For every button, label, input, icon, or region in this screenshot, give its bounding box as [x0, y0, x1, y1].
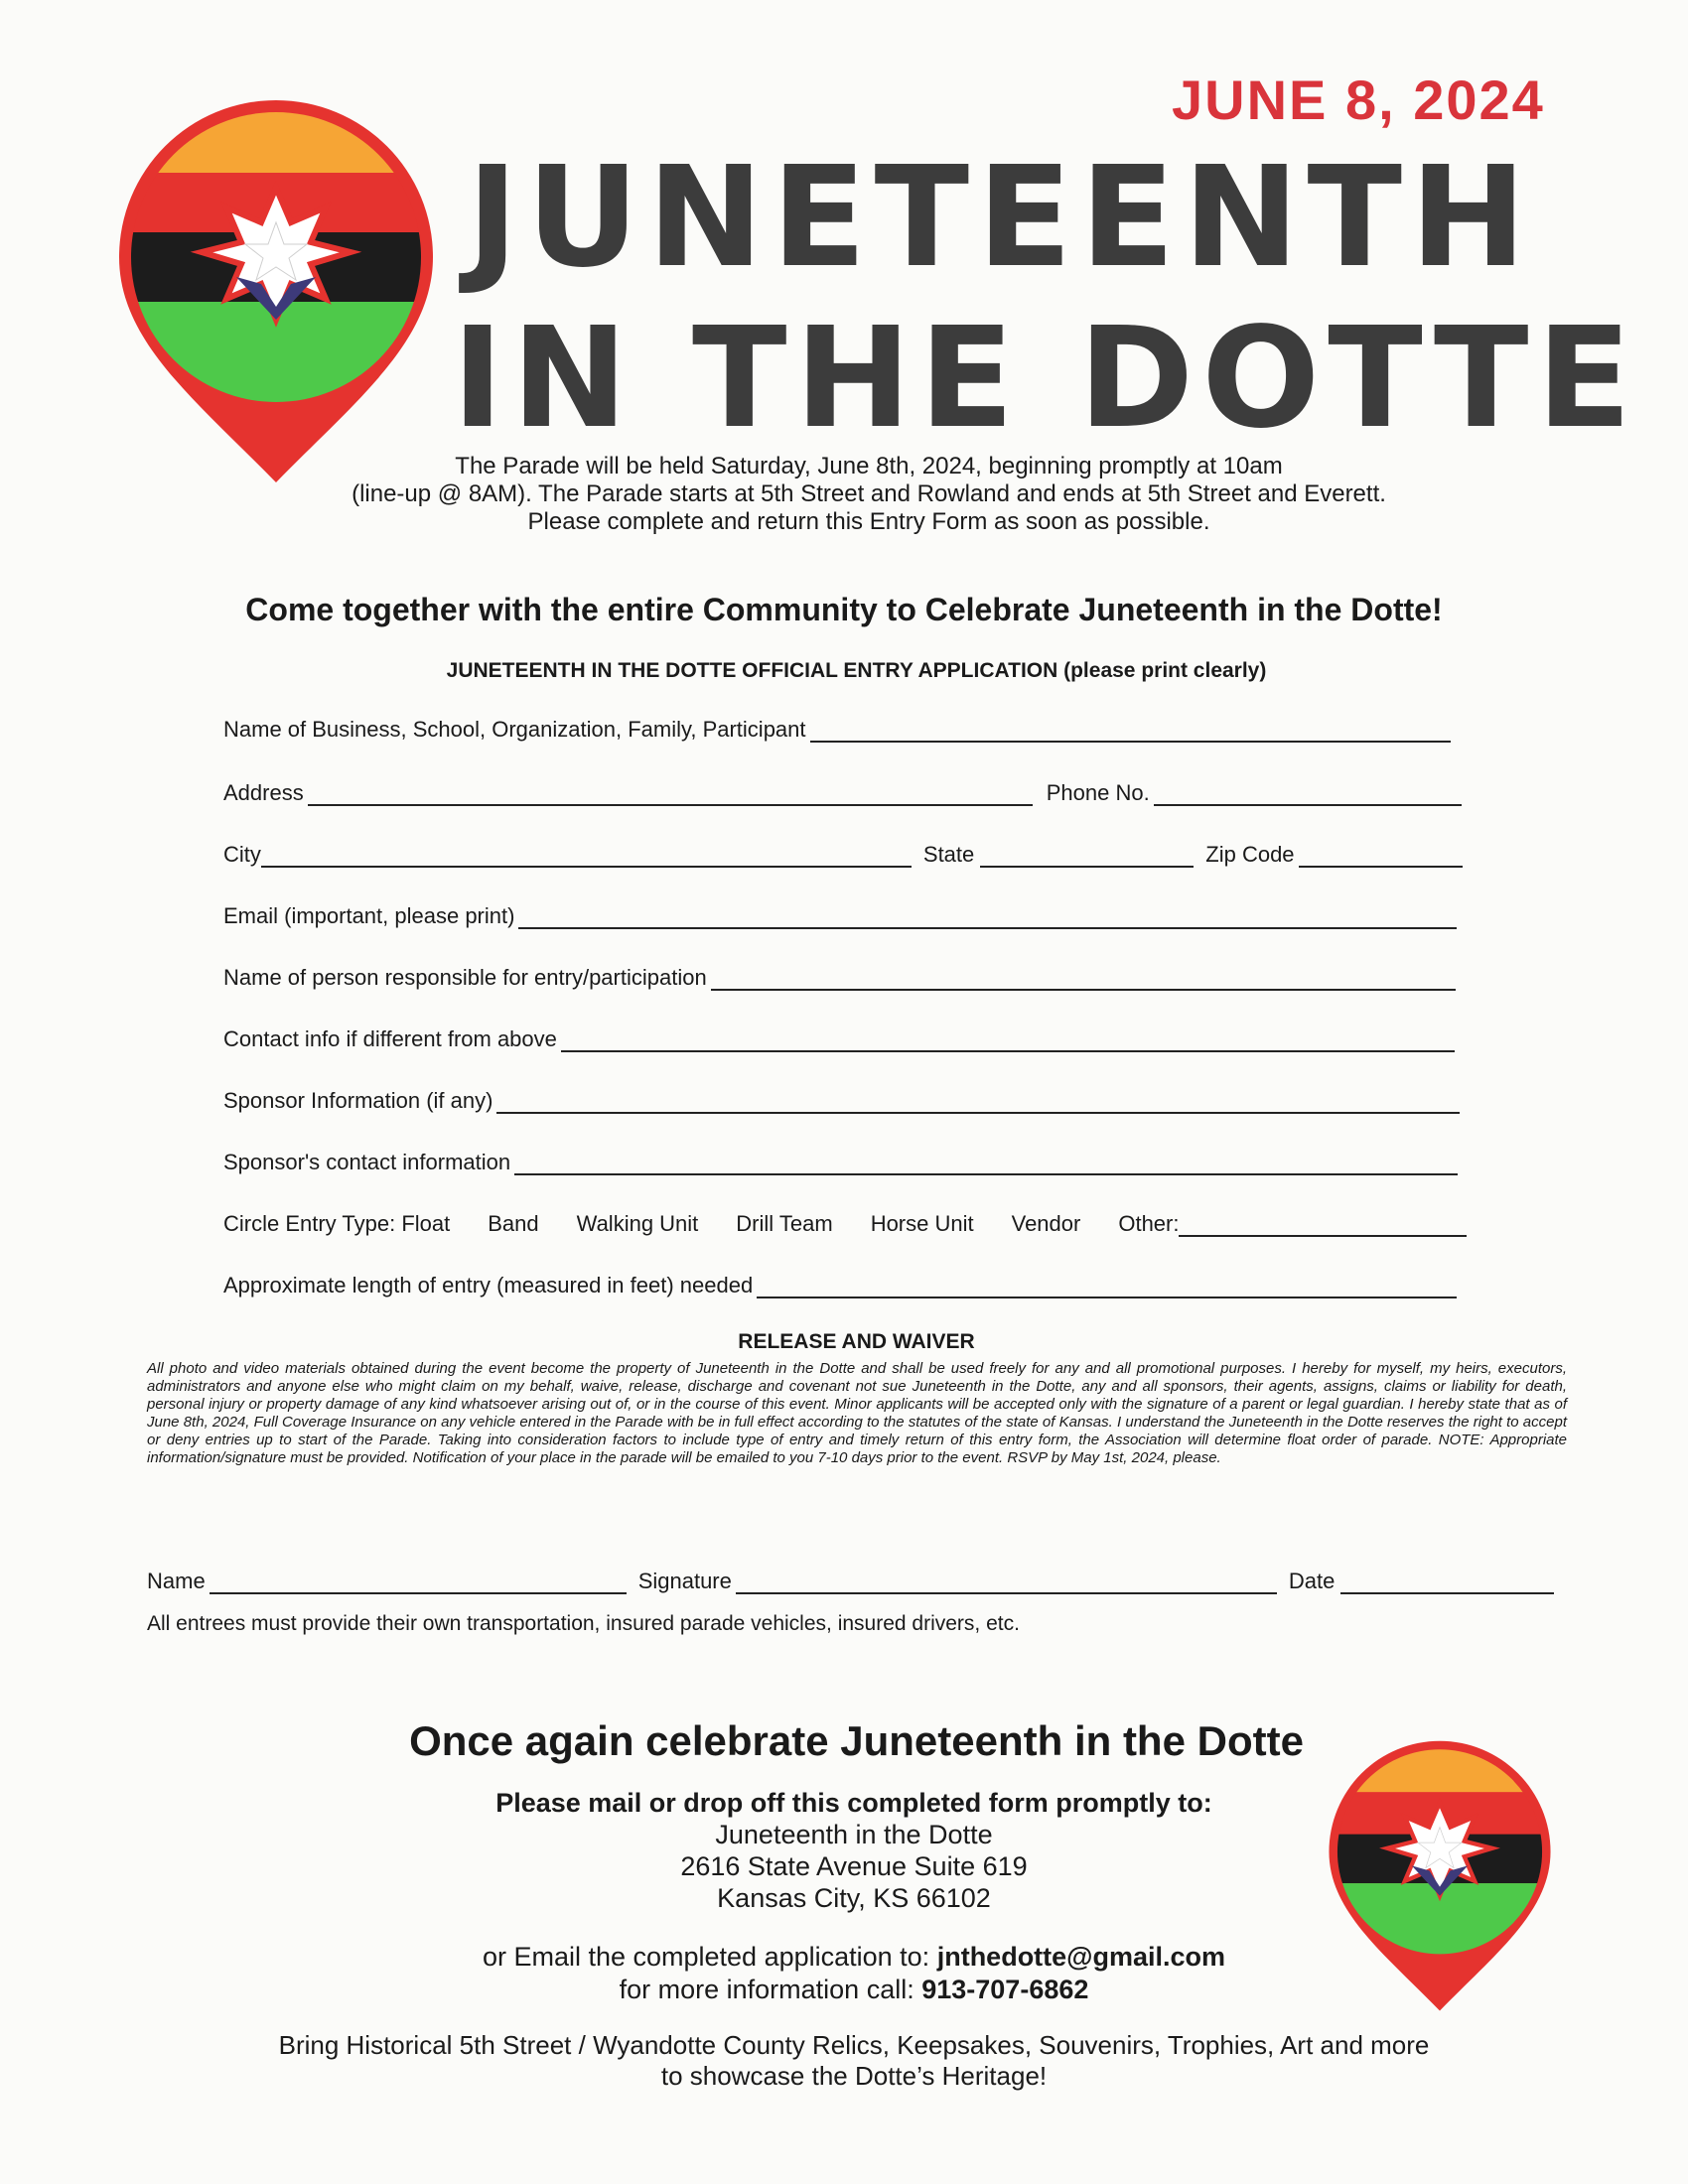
mail-org: Juneteenth in the Dotte: [715, 1820, 993, 1849]
sponsor-contact-row: [223, 1150, 1458, 1175]
other-label: Other:: [1118, 1211, 1180, 1236]
responsible-label: Name of person responsible for entry/participation: [223, 965, 707, 990]
intro-text: [278, 453, 1460, 536]
bring-text: [149, 2030, 1559, 2092]
contact-label: Contact info if different from above: [223, 1026, 557, 1051]
tagline: Come together with the entire Community to Celebrate Juneteenth in the Dotte!: [245, 592, 1443, 627]
signature-label: Signature: [637, 1569, 732, 1593]
responsible-field[interactable]: [711, 965, 1456, 991]
zip-field[interactable]: [1299, 842, 1463, 868]
phone-prefix: for more information call:: [619, 1975, 914, 2004]
entry-type-horse-unit[interactable]: Horse Unit: [870, 1211, 974, 1236]
name-field[interactable]: [810, 717, 1451, 743]
juneteenth-logo-top: [107, 93, 445, 490]
sig-name-field[interactable]: [210, 1569, 627, 1594]
email-field[interactable]: [518, 903, 1457, 929]
waiver-title: RELEASE AND WAIVER: [738, 1330, 975, 1353]
sponsor-contact-field[interactable]: [514, 1150, 1458, 1175]
responsible-row: [223, 965, 1456, 991]
state-field[interactable]: [980, 842, 1194, 868]
entry-type-drill-team[interactable]: Drill Team: [736, 1211, 833, 1236]
intro-line-3: Please complete and return this Entry Form as soon as possible.: [527, 508, 1210, 535]
address-label: Address: [223, 780, 304, 805]
sponsor-row: [223, 1088, 1460, 1114]
application-title: JUNETEENTH IN THE DOTTE OFFICIAL ENTRY APPLICATION (please print clearly): [446, 659, 1267, 682]
email-label: Email (important, please print): [223, 903, 515, 928]
mail-street: 2616 State Avenue Suite 619: [680, 1851, 1028, 1881]
bring-line-2: to showcase the Dotte’s Heritage!: [660, 2061, 1048, 2091]
state-label: State: [922, 842, 975, 867]
title-line-2: IN THE DOTTE: [452, 298, 1640, 460]
phone-field[interactable]: [1154, 780, 1462, 806]
intro-line-1: The Parade will be held Saturday, June 8th, 2024, beginning promptly at 10am: [455, 453, 1283, 479]
mail-block: [278, 1787, 1430, 1914]
entry-type-band[interactable]: Band: [488, 1211, 539, 1236]
sig-date-label: Date: [1288, 1569, 1336, 1593]
city-row: [223, 842, 1463, 868]
entry-type-vendor[interactable]: Vendor: [1011, 1211, 1081, 1236]
sponsor-contact-label: Sponsor's contact information: [223, 1150, 511, 1174]
sponsor-label: Sponsor Information (if any): [223, 1088, 493, 1113]
contact-row: [223, 1026, 1455, 1052]
sig-name-label: Name: [147, 1569, 206, 1593]
email-row: [223, 903, 1457, 929]
address-row: [223, 780, 1462, 806]
contact-field[interactable]: [561, 1026, 1455, 1052]
name-row: [223, 717, 1451, 743]
mail-heading: Please mail or drop off this completed form promptly to:: [495, 1788, 1212, 1818]
phone-label: Phone No.: [1046, 780, 1150, 805]
city-label: City: [223, 842, 261, 867]
name-label: Name of Business, School, Organization, Family, Participant: [223, 717, 806, 742]
length-field[interactable]: [757, 1273, 1457, 1298]
city-field[interactable]: [261, 842, 912, 868]
email-prefix: or Email the completed application to:: [482, 1942, 930, 1972]
entry-type-label: Circle Entry Type: Float: [223, 1211, 451, 1236]
sponsor-field[interactable]: [496, 1088, 1460, 1114]
zip-label: Zip Code: [1205, 842, 1295, 867]
signature-field[interactable]: [736, 1569, 1277, 1594]
event-date: JUNE 8, 2024: [1172, 68, 1545, 131]
mail-city: Kansas City, KS 66102: [717, 1883, 991, 1913]
signature-row: [147, 1569, 1554, 1594]
sig-date-field[interactable]: [1340, 1569, 1554, 1594]
length-label: Approximate length of entry (measured in feet) needed: [223, 1273, 754, 1297]
bring-line-1: Bring Historical 5th Street / Wyandotte County Relics, Keepsakes, Souvenirs, Trophies, Art and more: [278, 2030, 1430, 2060]
contact-email[interactable]: jnthedotte@gmail.com: [936, 1942, 1226, 1972]
entry-type-walking-unit[interactable]: Walking Unit: [576, 1211, 699, 1236]
contact-block: [278, 1941, 1430, 2006]
waiver-text: All photo and video materials obtained during the event become the property of Juneteenth in the Dotte and shall be used freely for any and all promotional purposes. I hereby for myself, my heirs, executors, administrators and anyone else who might claim on my behalf, waive, release, discharge and covenant not sue Juneteenth in the Dotte, any and all sponsors, their agents, assigns, claims or liability for death, personal injury or property damage of any kind whatsoever arising out of, or in the course of this event. Minor applicants will be accepted only with the signature of a parent or legal guardian. I hereby state that as of June 8th, 2024, Full Coverage Insurance on any vehicle entered in the Parade with be in full effect according to the statutes of the state of Kansas. I understand the Juneteenth in the Dotte reserves the right to accept or deny entries up to start of the Parade. Taking into consideration factors to include type of entry and timely return of this entry form, the Association will determine float order of parade. NOTE: Appropriate information/signature must be provided. Notification of your place in the parade will be emailed to you 7-10 days prior to the event. RSVP by May 1st, 2024, please.: [147, 1360, 1567, 1466]
entry-type-row: [223, 1211, 1504, 1237]
length-row: [223, 1273, 1457, 1298]
transport-note: All entrees must provide their own transportation, insured parade vehicles, insured drivers, etc.: [147, 1612, 1020, 1635]
title-line-1: JUNETEENTH: [467, 137, 1535, 299]
contact-phone[interactable]: 913-707-6862: [921, 1975, 1089, 2004]
juneteenth-logo-bottom: [1321, 1732, 1559, 2020]
footer-title: Once again celebrate Juneteenth in the Dotte: [409, 1717, 1304, 1764]
address-field[interactable]: [308, 780, 1033, 806]
intro-line-2: (line-up @ 8AM). The Parade starts at 5th Street and Rowland and ends at 5th Street and Everett.: [352, 480, 1386, 507]
other-field[interactable]: [1179, 1211, 1467, 1237]
